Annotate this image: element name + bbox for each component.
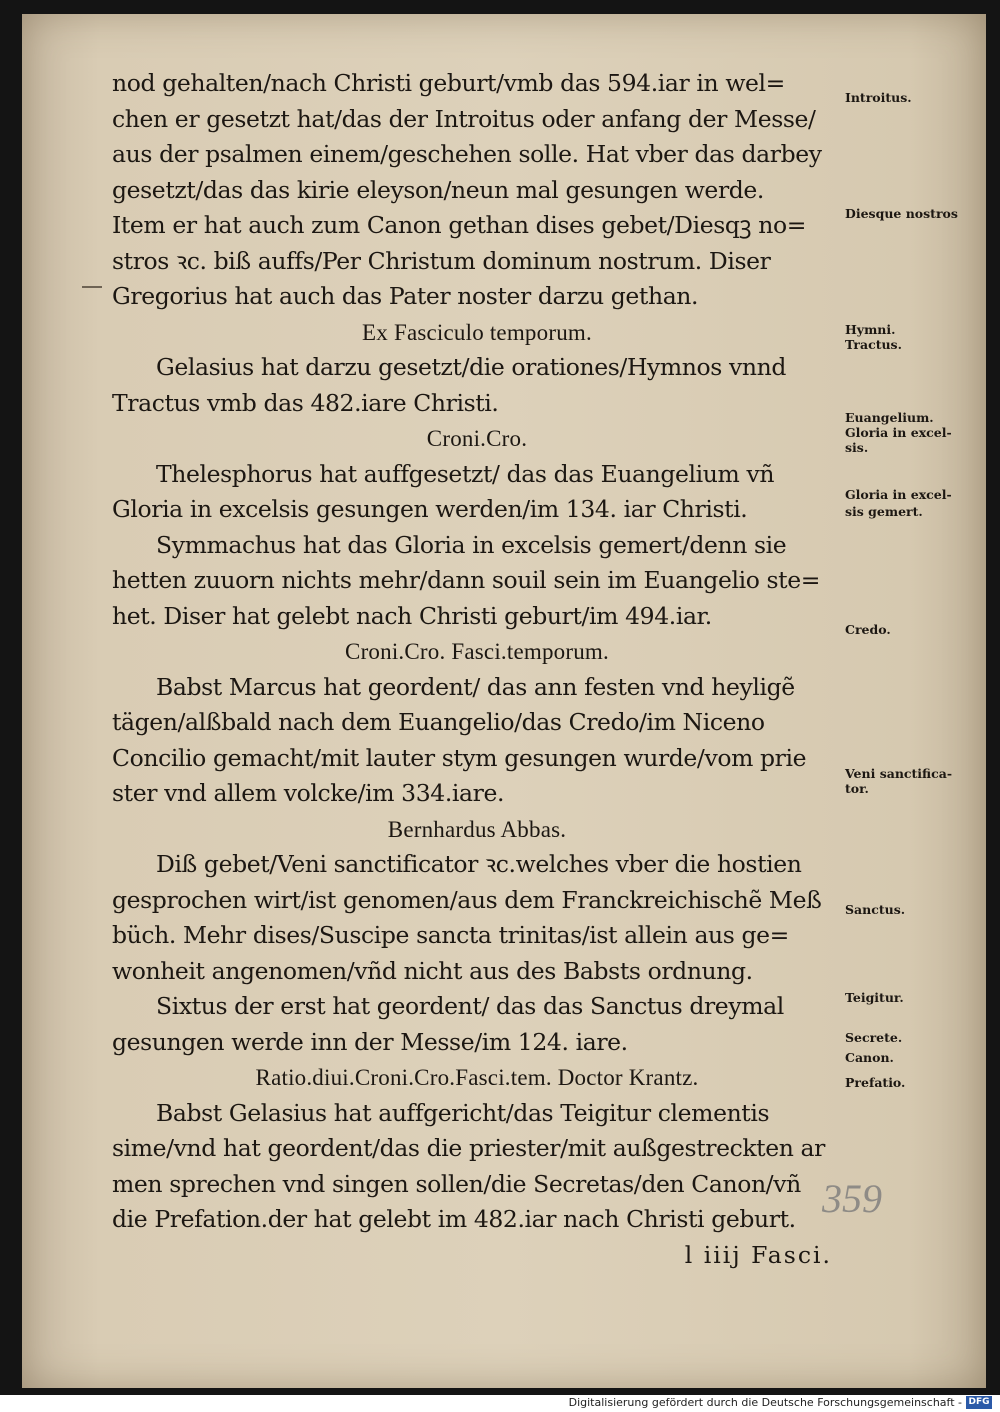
margin-note: Tractus. bbox=[845, 337, 902, 352]
margin-note: Prefatio. bbox=[845, 1075, 906, 1090]
margin-note: Gloria in excel- bbox=[845, 425, 952, 440]
handwritten-folio-number: 359 bbox=[822, 1176, 882, 1221]
margin-note: Sanctus. bbox=[845, 902, 906, 917]
margin-note: Hymni. bbox=[845, 322, 896, 337]
text-line: tägen/alßbald nach dem Euangelio/das Credo/im Niceno bbox=[112, 708, 765, 736]
text-line: Gelasius hat darzu gesetzt/die orationes/Hymnos vnnd bbox=[156, 353, 786, 381]
text-line: Thelesphorus hat auffgesetzt/ das das Euangelium vñ bbox=[156, 459, 775, 488]
text-line: Gloria in excelsis gesungen werden/im 134. iar Christi. bbox=[112, 495, 748, 523]
text-line: die Prefation.der hat gelebt im 482.iar nach Christi geburt. bbox=[112, 1205, 796, 1233]
text-line: büch. Mehr dises/Suscipe sancta trinitas/ist allein aus ge= bbox=[112, 921, 789, 949]
dfg-logo: DFG bbox=[966, 1396, 992, 1409]
source-heading: Ratio.diui.Croni.Cro.Fasci.tem. Doctor Krantz. bbox=[255, 1065, 699, 1090]
text-line: Tractus vmb das 482.iare Christi. bbox=[112, 388, 499, 417]
margin-note: sis. bbox=[845, 440, 869, 455]
margin-note: Gloria in excel- bbox=[845, 487, 952, 502]
margin-note: Introitus. bbox=[845, 90, 912, 105]
margin-note: tor. bbox=[845, 781, 869, 796]
text-line: gesungen werde inn der Messe/im 124. iare. bbox=[112, 1027, 628, 1056]
margin-note: Canon. bbox=[845, 1050, 894, 1065]
source-heading: Croni.Cro. bbox=[426, 426, 528, 451]
margin-note: Veni sanctifica- bbox=[845, 766, 953, 781]
margin-note: Euangelium. bbox=[845, 410, 934, 425]
footer-bar bbox=[0, 1395, 1000, 1412]
margin-note: Secrete. bbox=[845, 1030, 903, 1045]
text-line: het. Diser hat gelebt nach Christi geburt/im 494.iar. bbox=[112, 601, 712, 630]
text-line: Item er hat auch zum Canon gethan dises gebet/Diesqꝫ no= bbox=[112, 211, 807, 239]
text-line: men sprechen vnd singen sollen/die Secretas/den Canon/vñ bbox=[112, 1169, 801, 1198]
text-line: chen er gesetzt hat/das der Introitus oder anfang der Messe/ bbox=[112, 104, 816, 133]
text-line: Babst Marcus hat geordent/ das ann festen vnd heyligẽ bbox=[156, 672, 795, 701]
text-line: Babst Gelasius hat auffgericht/das Teigitur clementis bbox=[156, 1098, 770, 1127]
text-line: hetten zuuorn nichts mehr/dann souil sein im Euangelio ste= bbox=[112, 566, 821, 594]
signature-line: l iiij Fasci. bbox=[684, 1240, 832, 1269]
footer-credit: Digitalisierung gefördert durch die Deutsche Forschungsgemeinschaft - bbox=[568, 1396, 962, 1409]
main-text-block bbox=[112, 66, 842, 1273]
margin-note: sis gemert. bbox=[845, 504, 923, 519]
text-line: Diß gebet/Veni sanctificator ꝛc.welches vber die hostien bbox=[156, 850, 802, 878]
text-line: Symmachus hat das Gloria in excelsis gemert/denn sie bbox=[156, 530, 787, 559]
margin-mark bbox=[82, 286, 102, 288]
text-line: Sixtus der erst hat geordent/ das das Sanctus dreymal bbox=[156, 992, 784, 1020]
margin-note: Credo. bbox=[845, 622, 891, 637]
margin-note: Diesque nostros bbox=[845, 206, 958, 221]
margin-note: Teigitur. bbox=[845, 990, 904, 1005]
text-line: gesetzt/das das kirie eleyson/neun mal gesungen werde. bbox=[112, 175, 764, 204]
text-line: Concilio gemacht/mit lauter stym gesungen wurde/vom prie bbox=[112, 743, 807, 772]
text-line: gesprochen wirt/ist genomen/aus dem Franckreichischẽ Meß bbox=[112, 885, 822, 914]
text-line: aus der psalmen einem/geschehen solle. Hat vber das darbey bbox=[112, 140, 822, 168]
text-line: nod gehalten/nach Christi geburt/vmb das 594.iar in wel= bbox=[112, 69, 785, 97]
text-line: sime/vnd hat geordent/das die priester/mit außgestreckten ar bbox=[112, 1134, 825, 1162]
text-line: ster vnd allem volcke/im 334.iare. bbox=[112, 779, 505, 807]
text-line: Gregorius hat auch das Pater noster darzu gethan. bbox=[112, 282, 699, 310]
text-line: wonheit angenomen/vñd nicht aus des Babsts ordnung. bbox=[112, 956, 753, 985]
source-heading: Croni.Cro. Fasci.temporum. bbox=[345, 639, 609, 664]
source-heading: Bernhardus Abbas. bbox=[387, 816, 567, 842]
source-heading: Ex Fasciculo temporum. bbox=[362, 319, 592, 345]
text-line: stros ꝛc. biß auffs/Per Christum dominum nostrum. Diser bbox=[112, 246, 771, 275]
